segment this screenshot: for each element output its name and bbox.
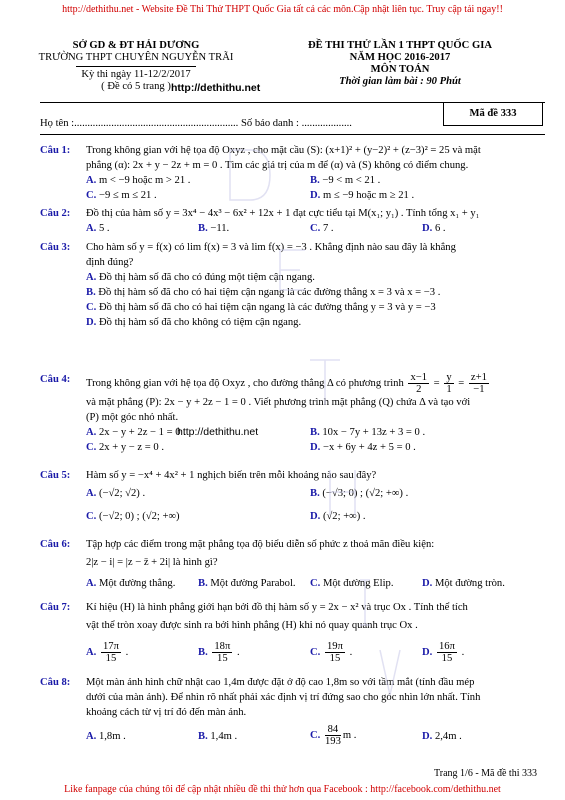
- question-text-2: dưới của màn ảnh). Để nhìn rõ nhất phải xác định vị trí đứng sao cho góc nhìn lớn nhất. Tính: [86, 692, 481, 703]
- option-b[interactable]: B. 1,4m .: [198, 731, 238, 742]
- option-a[interactable]: A. 1,8m .: [86, 731, 126, 742]
- option-b[interactable]: B. −11.: [198, 223, 230, 234]
- question-7: [40, 600, 545, 665]
- question-text: Tập hợp các điểm trong mặt phẳng tọa độ biểu diễn số phức z thoả mãn điều kiện:: [86, 539, 435, 550]
- question-text-2: phẳng (α): 2x + y − 2z + m = 0 . Tìm các giá trị của m để (α) và (S) không có điểm chung.: [86, 160, 469, 171]
- option-a[interactable]: A. 5 .: [86, 223, 110, 234]
- option-a[interactable]: A. Đồ thị hàm số đã cho có đúng một tiệm cận ngang.: [86, 272, 315, 283]
- option-b[interactable]: B. Một đường Parabol.: [198, 578, 296, 589]
- footer-banner[interactable]: Like fanpage của chúng tôi để cập nhật nhiều đề thi thử hơn qua Facebook : http://facebook.com/dethithu.net: [64, 784, 501, 795]
- exam-date: Kỳ thi ngày 11-12/2/2017: [81, 69, 191, 80]
- question-number: Câu 8:: [40, 677, 71, 688]
- top-banner[interactable]: http://dethithu.net - Website Đề Thi Thử THPT Quốc Gia tất cả các môn.Cập nhật liên tục. Truy cập tải ngay!!: [62, 4, 503, 15]
- question-text-3: (P) một góc nhỏ nhất.: [86, 412, 179, 423]
- question-8: [40, 675, 545, 750]
- divider-bottom: [40, 134, 545, 135]
- question-number: Câu 7:: [40, 602, 71, 613]
- school-year: NĂM HỌC 2016-2017: [349, 52, 451, 63]
- page-count: ( Đề có 5 trang ): [101, 81, 171, 92]
- question-number: Câu 6:: [40, 539, 71, 550]
- option-d[interactable]: D. −x + 6y + 4z + 5 = 0 .: [310, 442, 416, 453]
- student-info: Họ tên :.............................................................. Số báo danh : ...................: [40, 118, 352, 129]
- question-6: [40, 537, 545, 591]
- question-text-2: 2|z − i| = |z − z̄ + 2i| là hình gì?: [86, 557, 218, 568]
- question-3: [40, 240, 545, 330]
- question-text: Một màn ảnh hình chữ nhật cao 1,4m được đặt ở độ cao 1,8m so với tầm mắt (tính đầu mép: [86, 677, 475, 688]
- option-c[interactable]: C. 2x + y − z = 0 .: [86, 442, 164, 453]
- option-c[interactable]: C. $\frac{19\pi}{15}$ .: [310, 641, 353, 664]
- option-c[interactable]: C. (−√2; 0) ; (√2; +∞): [86, 511, 180, 522]
- school-name: TRƯỜNG THPT CHUYÊN NGUYỄN TRÃI: [38, 52, 234, 63]
- option-b[interactable]: B. $\frac{18\pi}{15}$ .: [198, 641, 240, 664]
- divider: [76, 66, 196, 67]
- exam-code-box: Mã đề 333: [443, 102, 543, 126]
- question-number: Câu 1:: [40, 145, 71, 156]
- equals-1: =: [433, 377, 440, 389]
- option-a[interactable]: A. 2x − y + 2z − 1 = 0 .: [86, 427, 186, 438]
- site-link[interactable]: http://dethithu.net: [171, 82, 261, 94]
- option-b[interactable]: B. 10x − 7y + 13z + 3 = 0 .: [310, 427, 426, 438]
- fraction-x: $\frac{x-1}{2}$: [410, 372, 428, 395]
- fraction-y: $\frac{y}{1}$: [446, 372, 452, 395]
- option-c[interactable]: C. Đồ thị hàm số đã cho có hai tiệm cận ngang là các đường thẳng y = 3 và y = −3: [86, 302, 436, 313]
- option-d[interactable]: D. (√2; +∞) .: [310, 511, 366, 522]
- question-text: [86, 372, 545, 395]
- option-d[interactable]: D. m ≤ −9 hoặc m ≥ 21 .: [310, 190, 415, 201]
- option-d[interactable]: D. 6 .: [422, 223, 446, 234]
- question-text-2: định đúng?: [86, 257, 134, 268]
- question-text-3: khoảng cách từ vị trí đó đến màn ảnh.: [86, 707, 247, 718]
- question-text-main: Trong không gian với hệ tọa độ Oxyz , cho đường thẳng Δ có phương trình: [86, 377, 404, 389]
- option-b[interactable]: B. −9 < m < 21 .: [310, 175, 381, 186]
- option-c[interactable]: C. −9 ≤ m ≤ 21 .: [86, 190, 157, 201]
- question-number: Câu 2:: [40, 208, 71, 219]
- dept-name: SỞ GD & ĐT HẢI DƯƠNG: [72, 40, 200, 51]
- option-c[interactable]: C. $\frac{84}{193}$ m .: [310, 724, 357, 747]
- option-c[interactable]: C. Một đường Elip.: [310, 578, 394, 589]
- question-1: [40, 143, 545, 203]
- option-a[interactable]: A. $\frac{17\pi}{15}$ .: [86, 641, 129, 664]
- option-c[interactable]: C. 7 .: [310, 223, 334, 234]
- question-4: [40, 372, 545, 455]
- option-a[interactable]: A. Một đường thẳng.: [86, 578, 176, 589]
- option-d[interactable]: D. Đồ thị hàm số đã cho không có tiệm cận ngang.: [86, 317, 302, 328]
- option-a[interactable]: A. m < −9 hoặc m > 21 .: [86, 175, 191, 186]
- page-number: Trang 1/6 - Mã đề thi 333: [434, 768, 537, 779]
- equals-2: =: [458, 377, 465, 389]
- subject: MÔN TOÁN: [370, 64, 430, 75]
- option-d[interactable]: D. $\frac{16\pi}{15}$ .: [422, 641, 465, 664]
- option-a[interactable]: A. (−√2; √2) .: [86, 488, 146, 499]
- header-left: [36, 40, 261, 94]
- question-number: Câu 4:: [40, 374, 71, 385]
- question-text: Hàm số y = −x⁴ + 4x² + 1 nghịch biến trên mỗi khoảng nào sau đây?: [86, 470, 377, 481]
- option-b[interactable]: B. (−√3; 0) ; (√2; +∞) .: [310, 488, 409, 499]
- time-limit: Thời gian làm bài : 90 Phút: [339, 76, 461, 87]
- option-d[interactable]: D. Một đường tròn.: [422, 578, 505, 589]
- question-text-2: vật thể tròn xoay được sinh ra bởi hình phẳng (H) khi nó quay quanh trục Ox .: [86, 620, 418, 631]
- option-b[interactable]: B. Đồ thị hàm số đã cho có hai tiệm cận ngang là các đường thẳng x = 3 và x = −3 .: [86, 287, 441, 298]
- question-2: [40, 206, 545, 236]
- question-number: Câu 3:: [40, 242, 71, 253]
- question-text: Kí hiệu (H) là hình phẳng giới hạn bởi đồ thị hàm số y = 2x − x² và trục Ox . Tính thể tích: [86, 602, 468, 613]
- question-text: Đồ thị của hàm số y = 3x⁴ − 4x³ − 6x² + 12x + 1 đạt cực tiểu tại M(x₁; y₁) . Tính tổng x₁ + y₁: [86, 208, 480, 219]
- option-d[interactable]: D. 2,4m .: [422, 731, 462, 742]
- question-text: Trong không gian với hệ tọa độ Oxyz , cho mặt cầu (S): (x+1)² + (y−2)² + (z−3)² = 25 và mặt: [86, 145, 481, 156]
- fraction-z: $\frac{z+1}{-1}$: [470, 372, 487, 395]
- question-number: Câu 5:: [40, 470, 71, 481]
- question-text: Cho hàm số y = f(x) có lim f(x) = 3 và lim f(x) = −3 . Khẳng định nào sau đây là khẳng: [86, 242, 456, 253]
- question-text-2: và mặt phẳng (P): 2x − y + 2z − 1 = 0 . Viết phương trình mặt phẳng (Q) chứa Δ và tạo với: [86, 397, 471, 408]
- header-right: [250, 40, 550, 88]
- site-watermark-link[interactable]: http://dethithu.net: [177, 426, 259, 438]
- question-5: [40, 468, 545, 523]
- exam-title: ĐỀ THI THỬ LẦN 1 THPT QUỐC GIA: [308, 40, 492, 51]
